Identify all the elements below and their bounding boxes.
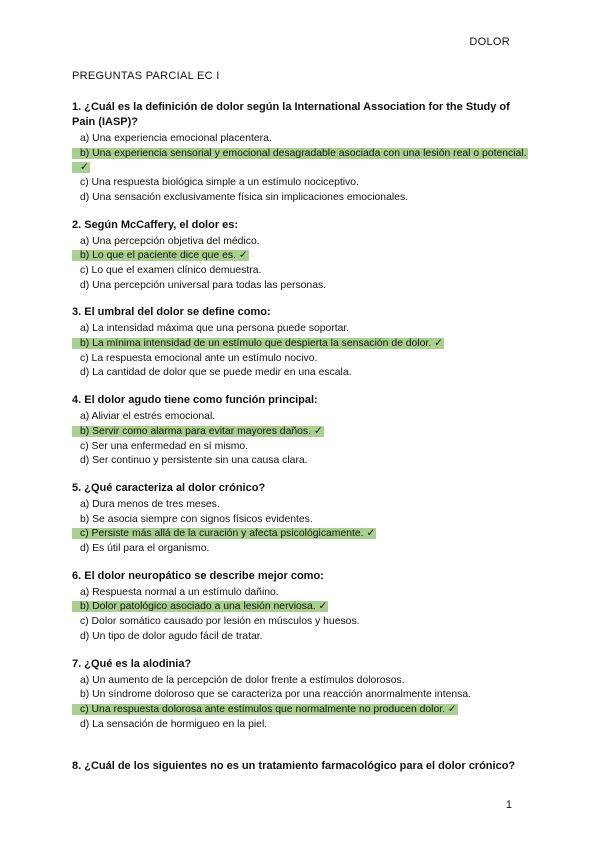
answer-option: d) La cantidad de dolor que se puede medir en una escala. bbox=[80, 367, 352, 379]
correct-answer-option bbox=[72, 147, 532, 176]
answer-option: c) Dolor somático causado por lesión en músculos y huesos. bbox=[80, 616, 360, 628]
answer-option: a) Un aumento de la percepción de dolor frente a estímulos dolorosos. bbox=[80, 674, 405, 686]
answer-option: c) La respuesta emocional ante un estímulo nocivo. bbox=[80, 352, 318, 364]
question-block bbox=[72, 305, 532, 381]
question-text: 3. El umbral del dolor se define como: bbox=[72, 306, 271, 319]
answer-option: d) La sensación de hormigueo en la piel. bbox=[80, 718, 268, 730]
document-header: DOLOR bbox=[469, 36, 510, 48]
answer-option: a) Una percepción objetiva del médico. bbox=[80, 235, 260, 247]
correct-answer-option bbox=[72, 527, 532, 542]
question-list bbox=[72, 100, 532, 744]
question-text: 4. El dolor agudo tiene como función principal: bbox=[72, 394, 318, 407]
answer-option: b) Un síndrome doloroso que se caracteriza por una reacción anormalmente intensa. bbox=[80, 689, 472, 701]
correct-answer-option bbox=[72, 249, 532, 264]
answer-highlight: c) Una respuesta dolorosa ante estímulos que normalmente no producen dolor. ✓ bbox=[72, 704, 458, 715]
question-text: 5. ¿Qué caracteriza al dolor crónico? bbox=[72, 481, 266, 494]
answer-option: a) La intensidad máxima que una persona puede soportar. bbox=[80, 323, 350, 335]
correct-answer-option bbox=[72, 600, 532, 615]
answer-option: a) Aliviar el estrés emocional. bbox=[80, 411, 216, 423]
question-block bbox=[72, 569, 532, 645]
answer-option: c) Ser una enfermedad en sí mismo. bbox=[80, 440, 249, 452]
answer-highlight: b) Una experiencia sensorial y emocional desagradable asociada con una lesión real o potencial. ✓ bbox=[72, 148, 528, 174]
question-block bbox=[72, 218, 532, 294]
answer-highlight: c) Persiste más allá de la curación y afecta psicológicamente. ✓ bbox=[72, 528, 376, 539]
section-title: PREGUNTAS PARCIAL EC I bbox=[72, 70, 220, 82]
answer-highlight: b) Servir como alarma para evitar mayores daños. ✓ bbox=[72, 426, 324, 437]
question-block bbox=[72, 100, 532, 206]
question-text: 7. ¿Qué es la alodinia? bbox=[72, 657, 192, 670]
answer-option: c) Una respuesta biológica simple a un estímulo nociceptivo. bbox=[80, 177, 359, 189]
answer-option: d) Ser continuo y persistente sin una causa clara. bbox=[80, 455, 308, 467]
question-block bbox=[72, 657, 532, 733]
question-text: 6. El dolor neuropático se describe mejor como: bbox=[72, 569, 324, 582]
answer-option: d) Una sensación exclusivamente física sin implicaciones emocionales. bbox=[80, 191, 409, 203]
answer-option: a) Respuesta normal a un estímulo dañino. bbox=[80, 586, 279, 598]
page-number: 1 bbox=[505, 799, 512, 811]
question-8-text: 8. ¿Cuál de los siguientes no es un tratamiento farmacológico para el dolor crónico? bbox=[72, 760, 516, 772]
answer-option: a) Dura menos de tres meses. bbox=[80, 498, 220, 510]
question-block bbox=[72, 393, 532, 469]
answer-option: d) Un tipo de dolor agudo fácil de tratar. bbox=[80, 630, 263, 642]
answer-highlight: b) La mínima intensidad de un estímulo que despierta la sensación de dolor. ✓ bbox=[72, 338, 444, 349]
answer-highlight: b) Lo que el paciente dice que es. ✓ bbox=[72, 250, 249, 261]
answer-option: a) Una experiencia emocional placentera. bbox=[80, 133, 272, 144]
question-text: 2. Según McCaffery, el dolor es: bbox=[72, 218, 239, 231]
answer-option: d) Es útil para el organismo. bbox=[80, 543, 210, 555]
answer-option: c) Lo que el examen clínico demuestra. bbox=[80, 264, 262, 276]
question-block bbox=[72, 481, 532, 557]
correct-answer-option bbox=[72, 425, 532, 440]
correct-answer-option bbox=[72, 337, 532, 352]
question-text: 1. ¿Cuál es la definición de dolor según la International Association for the Study of Pain (IASP)? bbox=[72, 101, 510, 128]
answer-highlight: b) Dolor patológico asociado a una lesión nerviosa. ✓ bbox=[72, 601, 328, 612]
answer-option: d) Una percepción universal para todas las personas. bbox=[80, 279, 327, 291]
answer-option: b) Se asocia siempre con signos físicos evidentes. bbox=[80, 513, 313, 525]
correct-answer-option bbox=[72, 703, 532, 718]
